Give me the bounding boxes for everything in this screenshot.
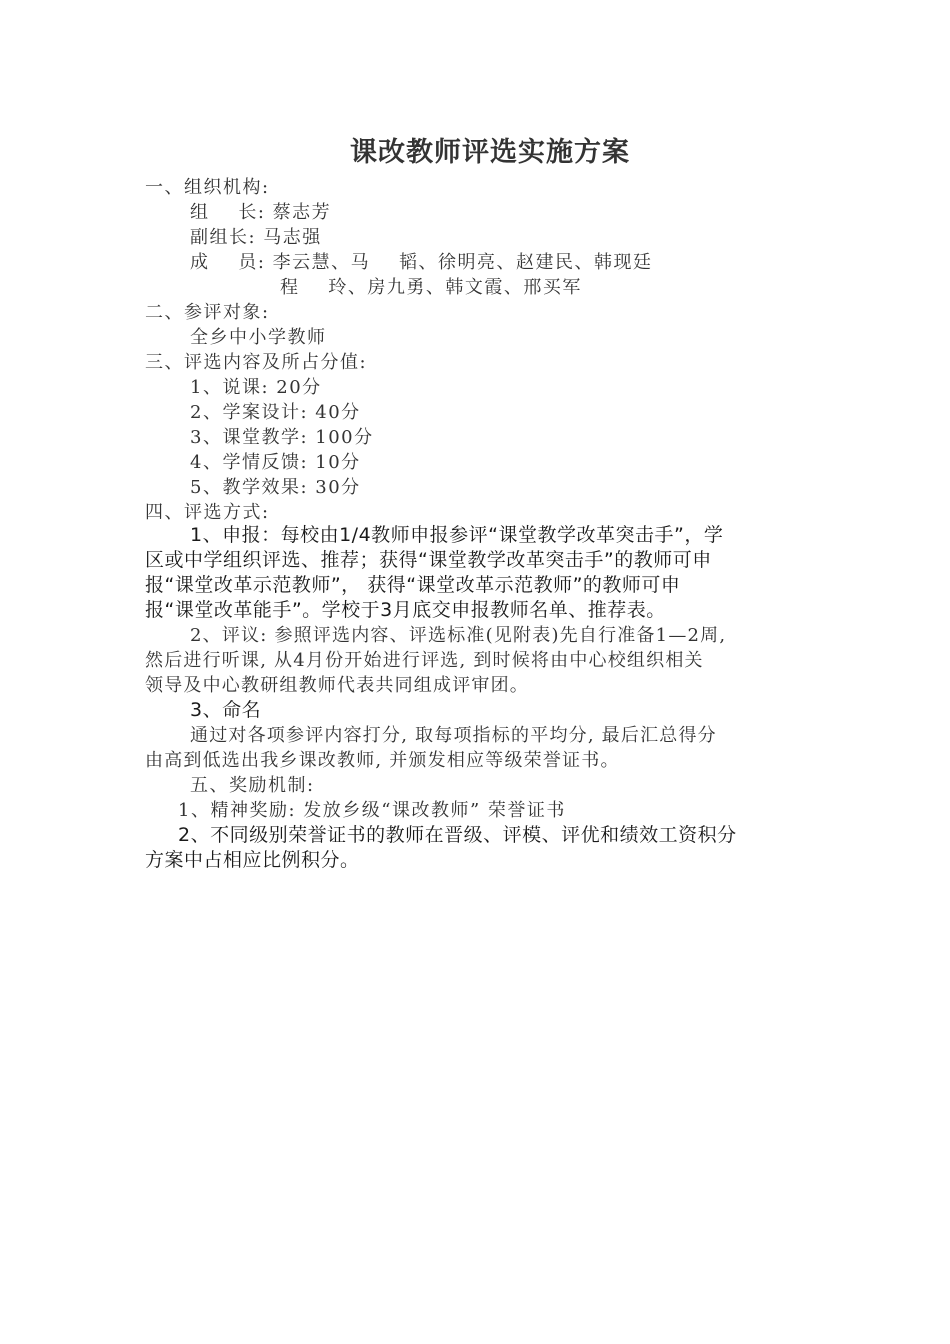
method-review-line: 领导及中心教研组教师代表共同组成评审团。: [145, 675, 529, 696]
score-item: 2、学案设计: 40分: [190, 402, 361, 423]
method-review-line: 然后进行听课, 从4月份开始进行评选, 到时候将由中心校组织相关: [145, 650, 704, 671]
section-heading-content-scores: 三、评选内容及所占分值:: [145, 352, 368, 373]
method-naming-line: 通过对各项参评内容打分, 取每项指标的平均分, 最后汇总得分: [190, 725, 717, 746]
members-line-1: 成 员: 李云慧、马 韬、徐明亮、赵建民、韩现廷: [190, 252, 653, 273]
method-naming-heading: 3、命名: [190, 699, 262, 721]
reward-item-1: 1、精神奖励: 发放乡级“课改教师” 荣誉证书: [178, 800, 566, 821]
participants-body: 全乡中小学教师: [190, 327, 327, 348]
section-heading-participants: 二、参评对象:: [145, 302, 270, 323]
score-item: 5、教学效果: 30分: [190, 477, 361, 498]
members-line-2: 程 玲、房九勇、韩文霞、邢买军: [280, 277, 582, 298]
method-declare-line: 1、申报：每校由1/4教师申报参评“课堂教学改革突击手”，学: [190, 524, 724, 546]
section-heading-organization: 一、组织机构:: [145, 177, 270, 198]
reward-item-2-line: 2、不同级别荣誉证书的教师在晋级、评模、评优和绩效工资积分: [178, 824, 737, 846]
method-declare-line: 报“课堂改革能手”。学校于3月底交申报教师名单、推荐表。: [145, 599, 666, 621]
section-heading-rewards: 五、奖励机制:: [190, 775, 315, 796]
method-naming-line: 由高到低选出我乡课改教师, 并颁发相应等级荣誉证书。: [145, 750, 620, 771]
method-declare-line: 区或中学组织评选、推荐；获得“课堂教学改革突击手”的教师可申: [145, 549, 712, 571]
score-item: 3、课堂教学: 100分: [190, 427, 374, 448]
score-item: 4、学情反馈: 10分: [190, 452, 361, 473]
reward-item-2-line: 方案中占相应比例积分。: [145, 849, 360, 871]
method-review-line: 2、评议: 参照评选内容、评选标准(见附表)先自行准备1—2周,: [190, 625, 727, 646]
leader-line: 组 长: 蔡志芳: [190, 202, 332, 223]
document-title: 课改教师评选实施方案: [350, 137, 630, 168]
score-item: 1、说课: 20分: [190, 377, 322, 398]
deputy-leader-line: 副组长: 马志强: [190, 227, 322, 248]
method-declare-line: 报“课堂改革示范教师”， 获得“课堂改革示范教师”的教师可申: [145, 574, 681, 596]
section-heading-method: 四、评选方式:: [145, 502, 270, 523]
